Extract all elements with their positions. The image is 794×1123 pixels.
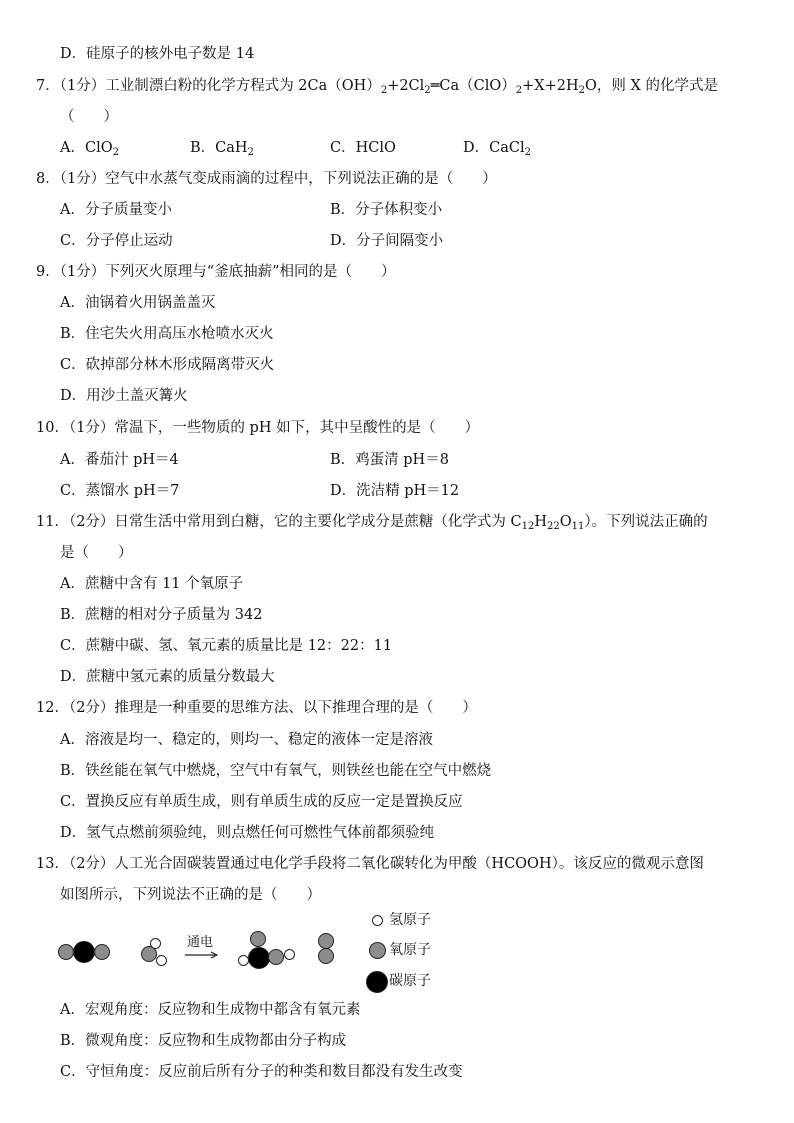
q13-option-b: B．微观角度：反应物和生成物都由分子构成 — [60, 1033, 347, 1049]
q9-option-b: B．住宅失火用高压水枪喷水灭火 — [60, 326, 274, 342]
arrow-right-icon — [184, 950, 220, 960]
legend-carbon-swatch — [366, 971, 388, 993]
q12-option-c: C．置换反应有单质生成，则有单质生成的反应一定是置换反应 — [60, 794, 463, 810]
legend-carbon-label: 碳原子 — [389, 973, 431, 989]
oxygen-atom — [94, 944, 110, 960]
q13-stem-continued: 如图所示，下列说法不正确的是（ ） — [60, 887, 321, 903]
hydrogen-atom — [156, 955, 167, 966]
q13-stem: 13．（2分）人工光合固碳装置通过电化学手段将二氧化碳转化为甲酸（HCOOH）。该反应的微观示意图 — [36, 856, 704, 872]
q8-stem: 8．（1分）空气中水蒸气变成雨滴的过程中，下列说法正确的是（ ） — [36, 171, 497, 187]
q7-option-c: C．HClO — [330, 140, 396, 156]
q12-option-d: D．氢气点燃前须验纯，则点燃任何可燃性气体前都须验纯 — [60, 825, 435, 841]
q7-answer-paren: （ ） — [60, 109, 118, 125]
q11-stem: 11．（2分）日常生活中常用到白糖，它的主要化学成分是蔗糖（化学式为 $C_{12}H_{22}O_{11}$）。下列说法正确的 — [36, 514, 708, 532]
q10-option-b: B．鸡蛋清 pH＝8 — [330, 452, 449, 468]
oxygen-atom — [58, 944, 74, 960]
q7-stem: 7．（1分）工业制漂白粉的化学方程式为 $2Ca(OH)_2+2Cl_2═Ca(ClO)_2+X+2H_2O$，则 X 的化学式是 — [36, 78, 718, 96]
oxygen-atom — [318, 948, 334, 964]
q13-option-a: A．宏观角度：反应物和生成物中都含有氧元素 — [60, 1002, 361, 1018]
oxygen-atom — [250, 931, 266, 947]
q12-option-b: B．铁丝能在氧气中燃烧，空气中有氧气，则铁丝也能在空气中燃烧 — [60, 763, 492, 779]
q11-option-d: D．蔗糖中氢元素的质量分数最大 — [60, 669, 275, 685]
q10-option-d: D．洗洁精 pH＝12 — [330, 483, 460, 499]
q7-option-b: B．CaH$_2$ — [190, 140, 254, 158]
q7-option-d: D．CaCl$_2$ — [463, 140, 531, 158]
q8-option-d: D．分子间隔变小 — [330, 233, 444, 249]
oxygen-atom — [318, 933, 334, 949]
q13-option-c: C．守恒角度：反应前后所有分子的种类和数目都没有发生改变 — [60, 1064, 463, 1080]
q11-stem-continued: 是（ ） — [60, 545, 133, 561]
legend-hydrogen-swatch — [372, 915, 383, 926]
q8-option-a: A．分子质量变小 — [60, 202, 172, 218]
hydrogen-atom — [284, 949, 295, 960]
q11-option-a: A．蔗糖中含有 11 个氧原子 — [60, 576, 244, 592]
carbon-atom — [73, 941, 95, 963]
q8-option-c: C．分子停止运动 — [60, 233, 173, 249]
arrow-label: 通电 — [187, 935, 214, 950]
hydrogen-atom — [238, 955, 249, 966]
legend-oxygen-label: 氧原子 — [389, 942, 431, 958]
q12-option-a: A．溶液是均一、稳定的，则均一、稳定的液体一定是溶液 — [60, 732, 433, 748]
q11-option-c: C．蔗糖中碳、氢、氧元素的质量比是 12：22：11 — [60, 638, 393, 654]
q10-stem: 10．（1分）常温下，一些物质的 pH 如下，其中呈酸性的是（ ） — [36, 420, 480, 436]
q12-stem: 12．（2分）推理是一种重要的思维方法、以下推理合理的是（ ） — [36, 700, 477, 716]
q9-option-d: D．用沙土盖灭篝火 — [60, 388, 188, 404]
legend-oxygen-swatch — [369, 942, 386, 959]
q10-option-a: A．番茄汁 pH＝4 — [60, 452, 179, 468]
q9-option-a: A．油锅着火用锅盖盖灭 — [60, 295, 216, 311]
carbon-atom — [248, 947, 270, 969]
legend-hydrogen-label: 氢原子 — [389, 912, 431, 928]
hydrogen-atom — [150, 938, 161, 949]
q9-stem: 9．（1分）下列灭火原理与“釜底抽薪”相同的是（ ） — [36, 264, 396, 280]
q9-option-c: C．砍掉部分林木形成隔离带灭火 — [60, 357, 275, 373]
oxygen-atom — [141, 946, 157, 962]
q8-option-b: B．分子体积变小 — [330, 202, 443, 218]
q10-option-c: C．蒸馏水 pH＝7 — [60, 483, 180, 499]
q11-option-b: B．蔗糖的相对分子质量为 342 — [60, 607, 263, 623]
oxygen-atom — [268, 949, 284, 965]
q7-option-a: A．ClO$_2$ — [60, 140, 119, 158]
q6-option-d: D．硅原子的核外电子数是 14 — [60, 46, 255, 62]
